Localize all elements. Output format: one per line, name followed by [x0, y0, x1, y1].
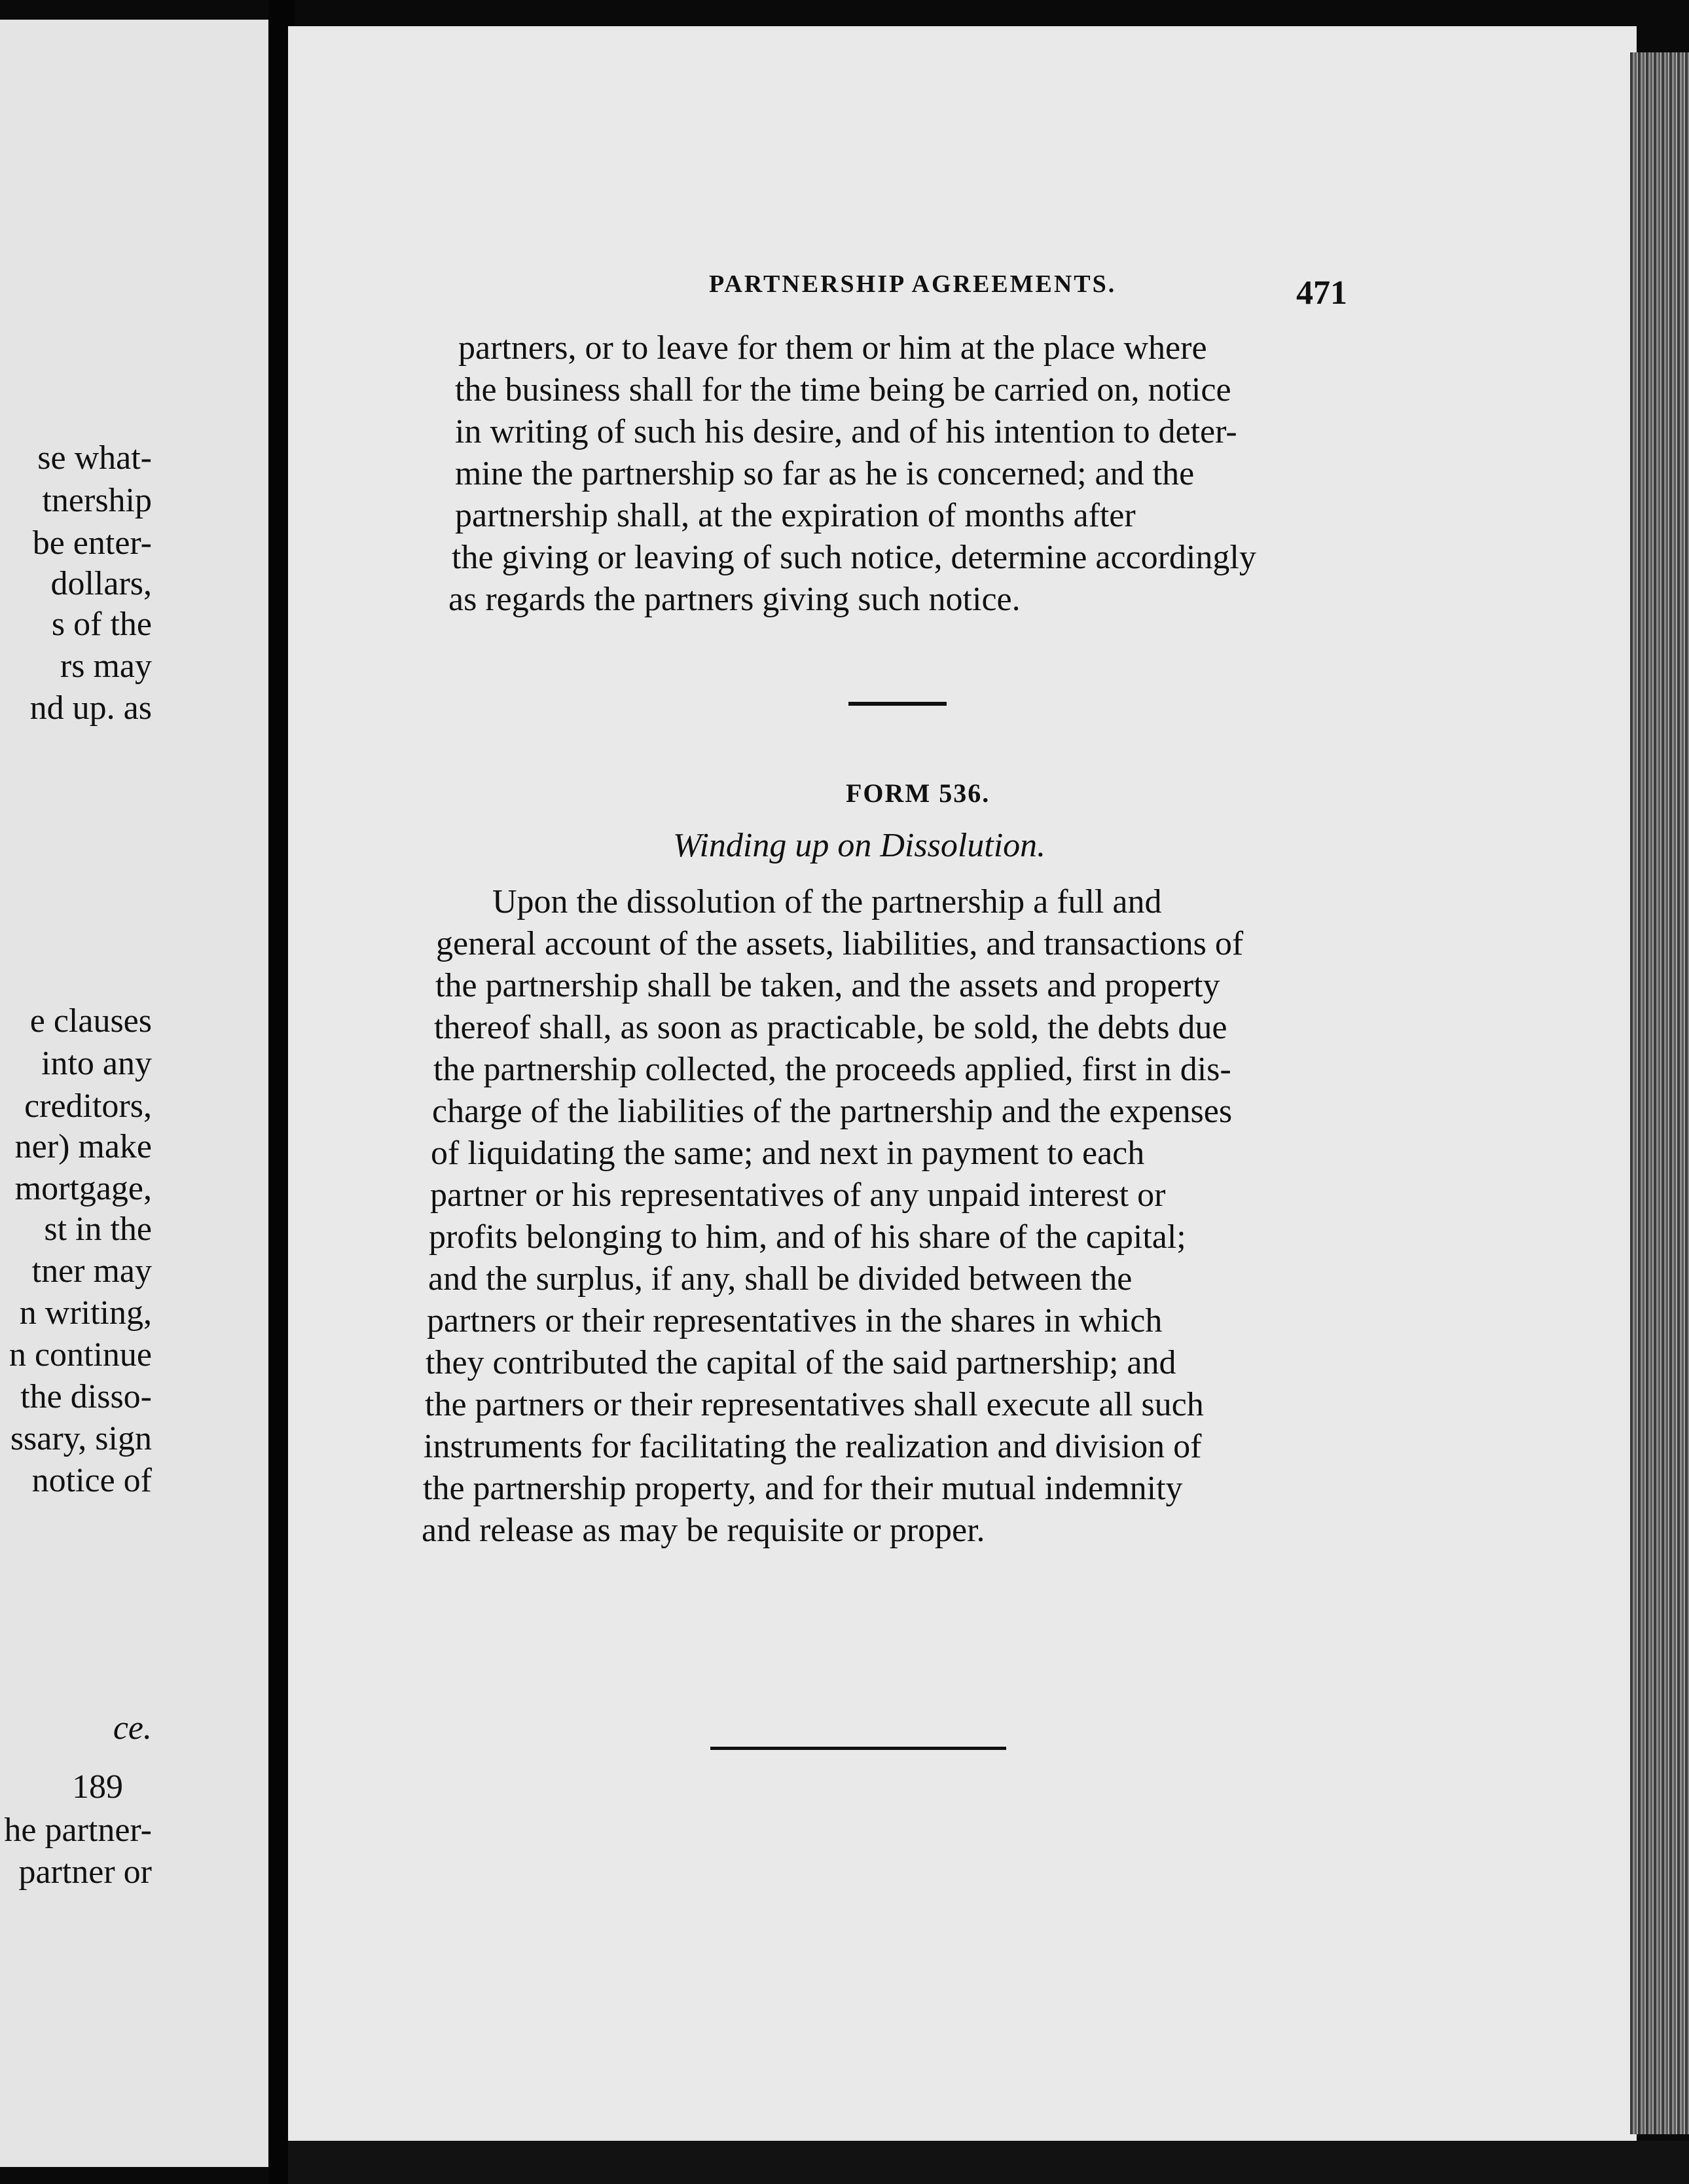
scan-bottom-border [288, 2141, 1689, 2184]
paragraph-line: mine the partnership so far as he is concerned; and the [455, 455, 1195, 492]
left-page-line: ner) make [14, 1128, 152, 1165]
left-page-line: st in the [44, 1210, 152, 1248]
page-number: 471 [1296, 274, 1347, 312]
paragraph-line: the giving or leaving of such notice, determine accordingly [452, 539, 1256, 576]
left-page-line: rs may [60, 647, 152, 685]
paragraph-line: partners, or to leave for them or him at the place where [458, 329, 1207, 367]
left-page-line: he partner- [4, 1811, 152, 1849]
section-rule [848, 702, 947, 706]
left-page-line: se what- [37, 439, 152, 477]
paragraph-line: the partnership property, and for their mutual indemnity [423, 1470, 1183, 1507]
paragraph-line: the partners or their representatives shall execute all such [425, 1386, 1204, 1423]
left-page-line: dollars, [50, 565, 152, 602]
left-page-line: ce. [113, 1709, 152, 1747]
paragraph-line: charge of the liabilities of the partnership and the expenses [432, 1093, 1233, 1130]
form-number: FORM 536. [846, 778, 990, 808]
left-page-line: be enter- [32, 524, 152, 562]
paragraph-line: partner or his representatives of any unpaid interest or [430, 1176, 1166, 1214]
left-page-line: e clauses [29, 1002, 152, 1040]
left-page-line: n writing, [19, 1294, 152, 1332]
paragraph-line: the partnership collected, the proceeds applied, first in dis- [433, 1051, 1231, 1088]
paragraph-line: instruments for facilitating the realization and division of [424, 1428, 1202, 1465]
end-rule [710, 1747, 1006, 1750]
left-page-line: s of the [51, 606, 152, 643]
paragraph-line: partnership shall, at the expiration of months after [455, 497, 1136, 534]
paragraph-line: thereof shall, as soon as practicable, be sold, the debts due [434, 1009, 1227, 1046]
paragraph-line: of liquidating the same; and next in payment to each [431, 1135, 1145, 1172]
paragraph-line: the partnership shall be taken, and the assets and property [435, 967, 1220, 1004]
left-page-line: mortgage, [14, 1170, 152, 1207]
paragraph-line: in writing of such his desire, and of his intention to deter- [455, 413, 1237, 450]
paragraph-line: and release as may be requisite or proper. [422, 1512, 985, 1549]
left-page-line: nd up. as [29, 689, 152, 727]
form-title: Winding up on Dissolution. [673, 827, 1046, 864]
page-edges [1630, 52, 1689, 2134]
paragraph-line: they contributed the capital of the said partnership; and [426, 1344, 1176, 1381]
paragraph-line: Upon the dissolution of the partnership a full and [492, 883, 1162, 920]
left-page-line: partner or [18, 1853, 152, 1891]
running-header: PARTNERSHIP AGREEMENTS. [709, 270, 1117, 298]
left-page-line: into any [41, 1045, 152, 1082]
left-page-line: ssary, sign [10, 1420, 152, 1457]
paragraph-line: the business shall for the time being be carried on, notice [455, 371, 1231, 409]
left-page-line: n continue [9, 1336, 152, 1374]
paragraph-line: partners or their representatives in the shares in which [427, 1302, 1163, 1339]
paragraph-line: profits belonging to him, and of his share of the capital; [429, 1218, 1186, 1256]
left-page-line: notice of [31, 1462, 152, 1499]
left-page-line: the disso- [20, 1378, 152, 1415]
paragraph-line: and the surplus, if any, shall be divided between the [428, 1260, 1133, 1298]
paragraph-line: general account of the assets, liabilities, and transactions of [436, 925, 1244, 962]
paragraph-line: as regards the partners giving such notice. [448, 581, 1021, 618]
left-page-line: 189 [72, 1768, 123, 1806]
left-page-line: tnership [42, 482, 152, 519]
left-page-line: creditors, [24, 1087, 152, 1125]
left-page-line: tner may [31, 1252, 152, 1290]
